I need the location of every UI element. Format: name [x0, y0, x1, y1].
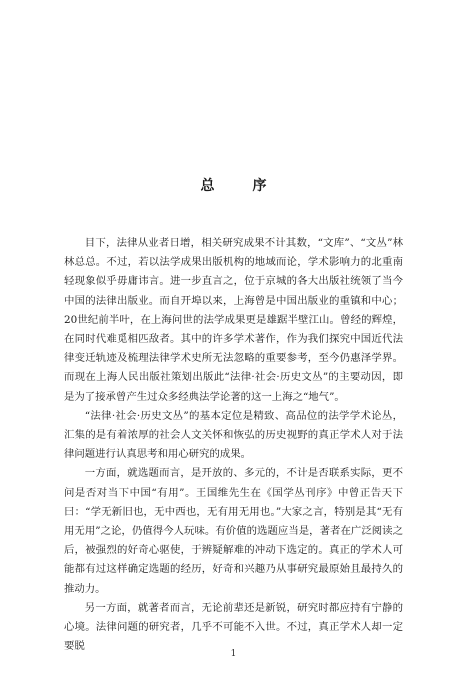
page-title: [0, 175, 467, 195]
page-number: 1: [230, 649, 237, 659]
paragraph-2: “法律·社会·历史文丛”的基本定位是精致、高品位的法学学术论丛，汇集的是有着浓厚的社会人文关怀和恢弘的历史视野的真正学术人对于法律问题进行认真思考和用心研究的成果。: [64, 409, 403, 461]
paragraph-1: 目下，法律从业者日增，相关研究成果不计其数，“文库”、“文丛”林林总总。不过，若以法学成果出版机构的地域而论，学术影响力的北重南轻现象似乎毋庸讳言。进一步直言之，位于京城的各大出版社统领了当今中国的法律出版业。而自开埠以来，上海曾是中国出版业的重镇和中心；20世纪前半叶，在上海问世的法学成果更是雄踞半壁江山。曾经的辉煌，在同时代难觅相匹敌者。其中的许多学术著作，作为我们探究中国近代法律变迁轨迹及梳理法律学术史所无法忽略的重要参考，至今仍惠泽学界。而现在上海人民出版社策划出版此“法律·社会·历史文丛”的主要动因，即是为了接承曾产生过众多经典法学论著的这一上海之“地气”。: [64, 237, 403, 403]
paragraph-3: 一方面，就选题而言，是开放的、多元的，不计是否联系实际，更不问是否对当下中国“有用”。王国维先生在《国学丛刊序》中曾正告天下曰：“学无新旧也，无中西也，无有用无用也。”大家之言，特别是其“无有用无用”之论，仍值得今人玩味。有价值的选题应当是，著者在广泛阅读之后，被强烈的好奇心驱使，于辨疑解难的冲动下选定的。真正的学术人可能都有过这样确定选题的经历，好奇和兴趣乃从事研究最原始且最持久的推动力。: [64, 467, 403, 595]
title-char-1: 总: [200, 178, 215, 194]
title-char-2: 序: [252, 178, 267, 194]
paragraph-4: 另一方面，就著者而言，无论前辈还是新锐，研究时都应持有宁静的心境。法律问题的研究者，几乎不可能不入世。不过，真正学术人却一定要脱: [64, 601, 403, 653]
preface-body: [64, 234, 403, 656]
